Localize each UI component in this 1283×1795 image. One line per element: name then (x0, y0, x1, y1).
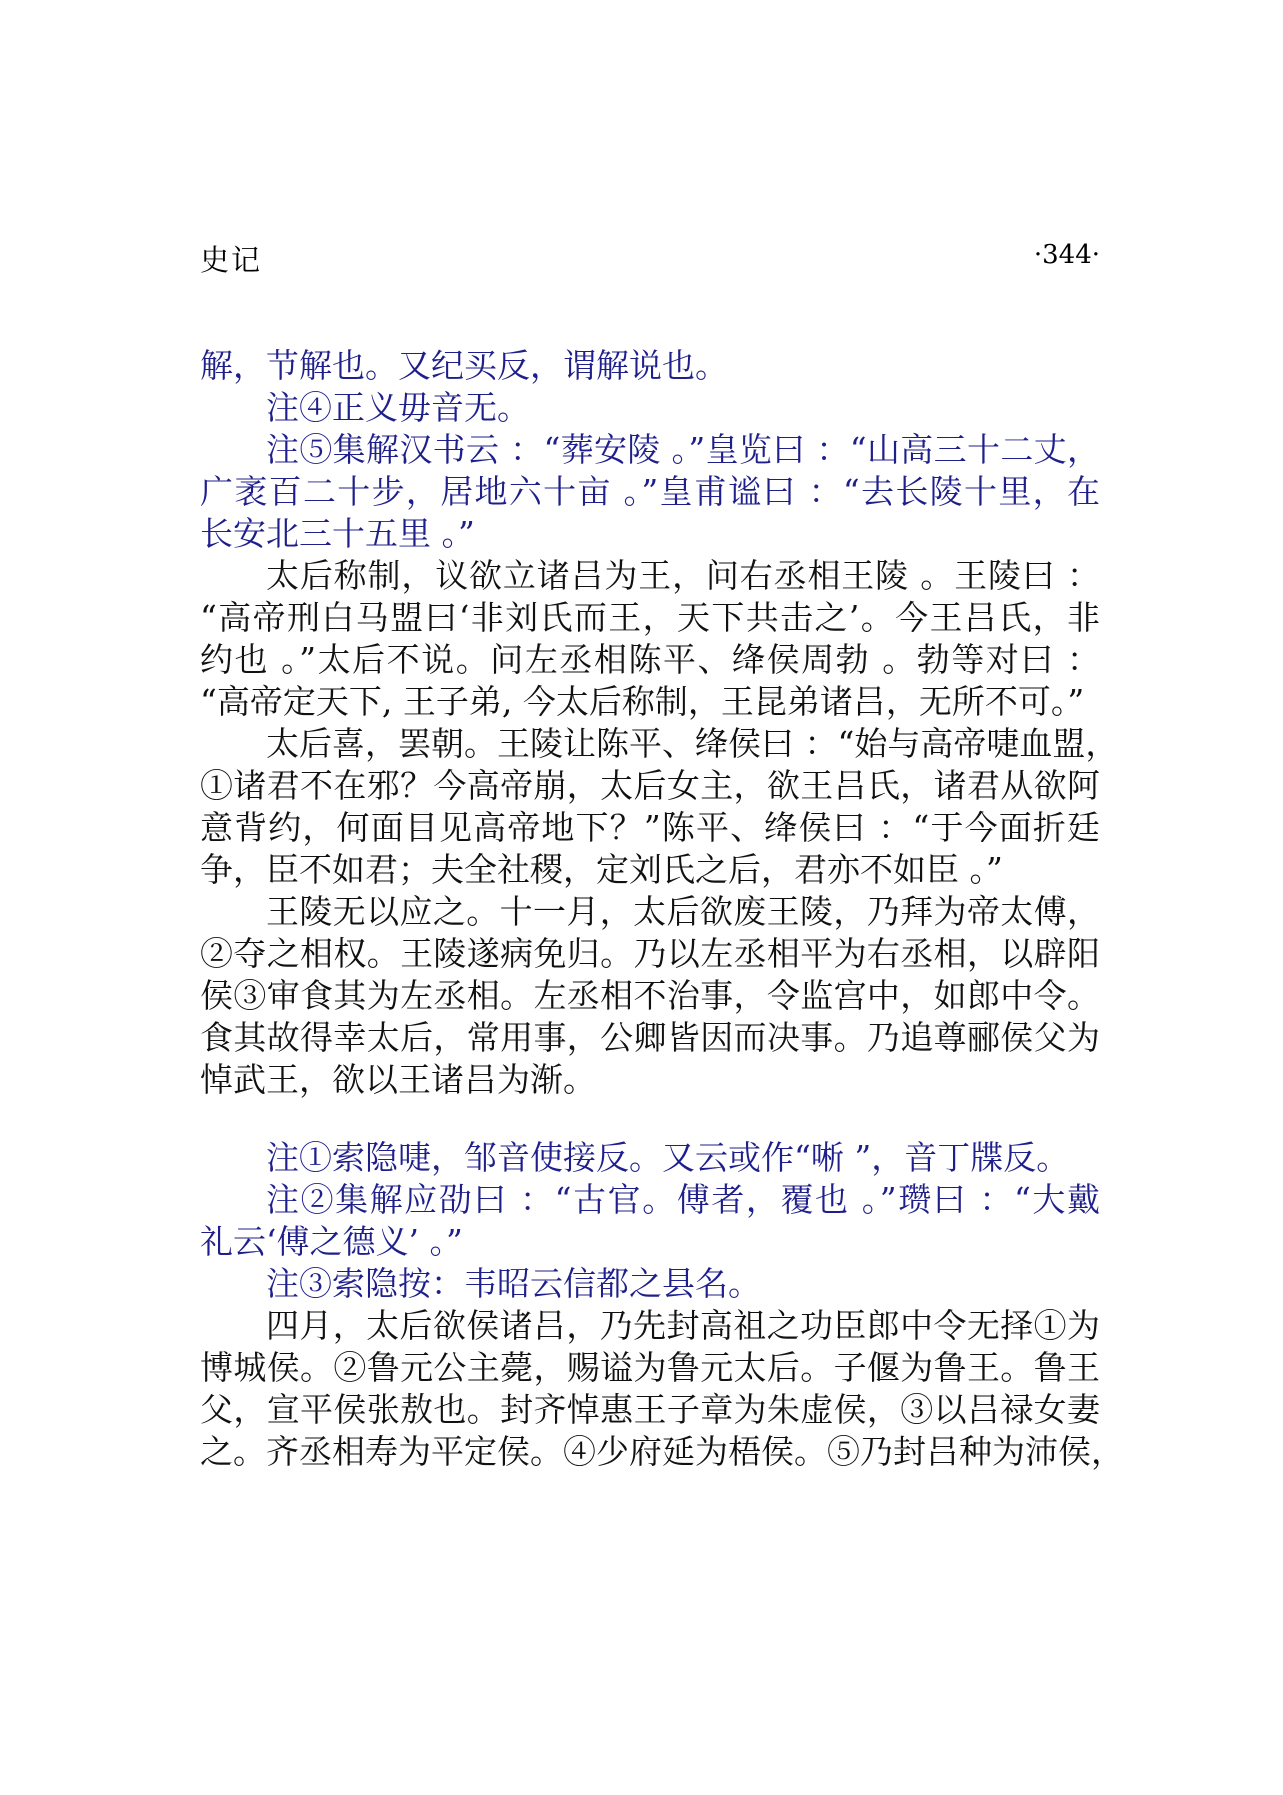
text-line: “高帝定天下, 王子弟, 今太后称制，王昆弟诸吕，无所不可。” (200, 682, 1085, 721)
annotation-paragraph (200, 345, 1100, 387)
annotation-line: 长安北三十五里 。” (200, 514, 475, 553)
annotation-line: 注③索隐按：韦昭云信都之县名。 (266, 1264, 761, 1303)
page-header (200, 238, 1100, 278)
annotation-paragraph (200, 1137, 1100, 1179)
annotation-line: 注②集解应劭曰 ：“古官。傅者，覆也 。”瓒曰 ：“大戴 (266, 1180, 1100, 1219)
annotation-paragraph (200, 387, 1100, 429)
annotation-paragraph (200, 429, 1100, 555)
text-paragraph (200, 891, 1100, 1101)
book-title: 史记 (200, 243, 263, 277)
annotation-line: 注①索隐啑，邹音使接反。又云或作“唽 ”，音丁牒反。 (266, 1138, 1070, 1177)
text-line: ②夺之相权。王陵遂病免归。乃以左丞相平为右丞相，以辟阳 (200, 934, 1100, 973)
annotation-line: 解，节解也。又纪买反，谓解说也。 (200, 346, 728, 385)
text-paragraph (200, 723, 1119, 891)
text-line: 侯③审食其为左丞相。左丞相不治事，令监宫中，如郎中令。 (200, 976, 1100, 1015)
text-line: 王陵无以应之。十一月，太后欲废王陵，乃拜为帝太傅， (266, 892, 1100, 931)
page-body (200, 345, 1124, 1473)
text-line: 博城侯。②鲁元公主薨，赐谥为鲁元太后。子偃为鲁王。鲁王 (200, 1348, 1100, 1387)
text-line: 太后喜，罢朝。王陵让陈平、绛侯曰 ：“始与高帝啑血盟， (266, 724, 1119, 763)
text-line: 太后称制，议欲立诸吕为王，问右丞相王陵 。王陵曰 ： (266, 556, 1100, 595)
annotation-line: 注⑤集解汉书云 ：“葬安陵 。”皇览曰 ：“山高三十二丈， (266, 430, 1100, 469)
annotation-line: 广袤百二十步，居地六十亩 。”皇甫谧曰 ：“去长陵十里，在 (200, 472, 1100, 511)
text-line: 父，宣平侯张敖也。封齐悼惠王子章为朱虚侯，③以吕禄女妻 (200, 1390, 1100, 1429)
page-number: ·344· (1033, 240, 1100, 270)
annotation-line: 礼云‘傅之德义’ 。” (200, 1222, 463, 1261)
text-line: 约也 。”太后不说。问左丞相陈平、绛侯周勃 。勃等对曰 ： (200, 640, 1100, 679)
text-line: “高帝刑白马盟曰‘非刘氏而王，天下共击之’。今王吕氏，非 (200, 598, 1100, 637)
annotation-paragraph (200, 1179, 1100, 1263)
text-line: 意背约，何面目见高帝地下？”陈平、绛侯曰 ：“于今面折廷 (200, 808, 1100, 847)
text-line: 之。齐丞相寿为平定侯。④少府延为梧侯。⑤乃封吕种为沛侯， (200, 1432, 1124, 1471)
paragraph-spacer (200, 1101, 1100, 1137)
text-line: 悼武王，欲以王诸吕为渐。 (200, 1060, 596, 1099)
text-line: ①诸君不在邪？今高帝崩，太后女主，欲王吕氏，诸君从欲阿 (200, 766, 1100, 805)
text-paragraph (200, 1305, 1124, 1473)
annotation-line: 注④正义毋音无。 (266, 388, 530, 427)
text-line: 四月，太后欲侯诸吕，乃先封高祖之功臣郎中令无择①为 (266, 1306, 1100, 1345)
text-line: 争，臣不如君；夫全社稷，定刘氏之后，君亦不如臣 。” (200, 850, 1003, 889)
text-paragraph (200, 555, 1100, 723)
text-line: 食其故得幸太后，常用事，公卿皆因而决事。乃追尊郦侯父为 (200, 1018, 1100, 1057)
annotation-paragraph (200, 1263, 1100, 1305)
